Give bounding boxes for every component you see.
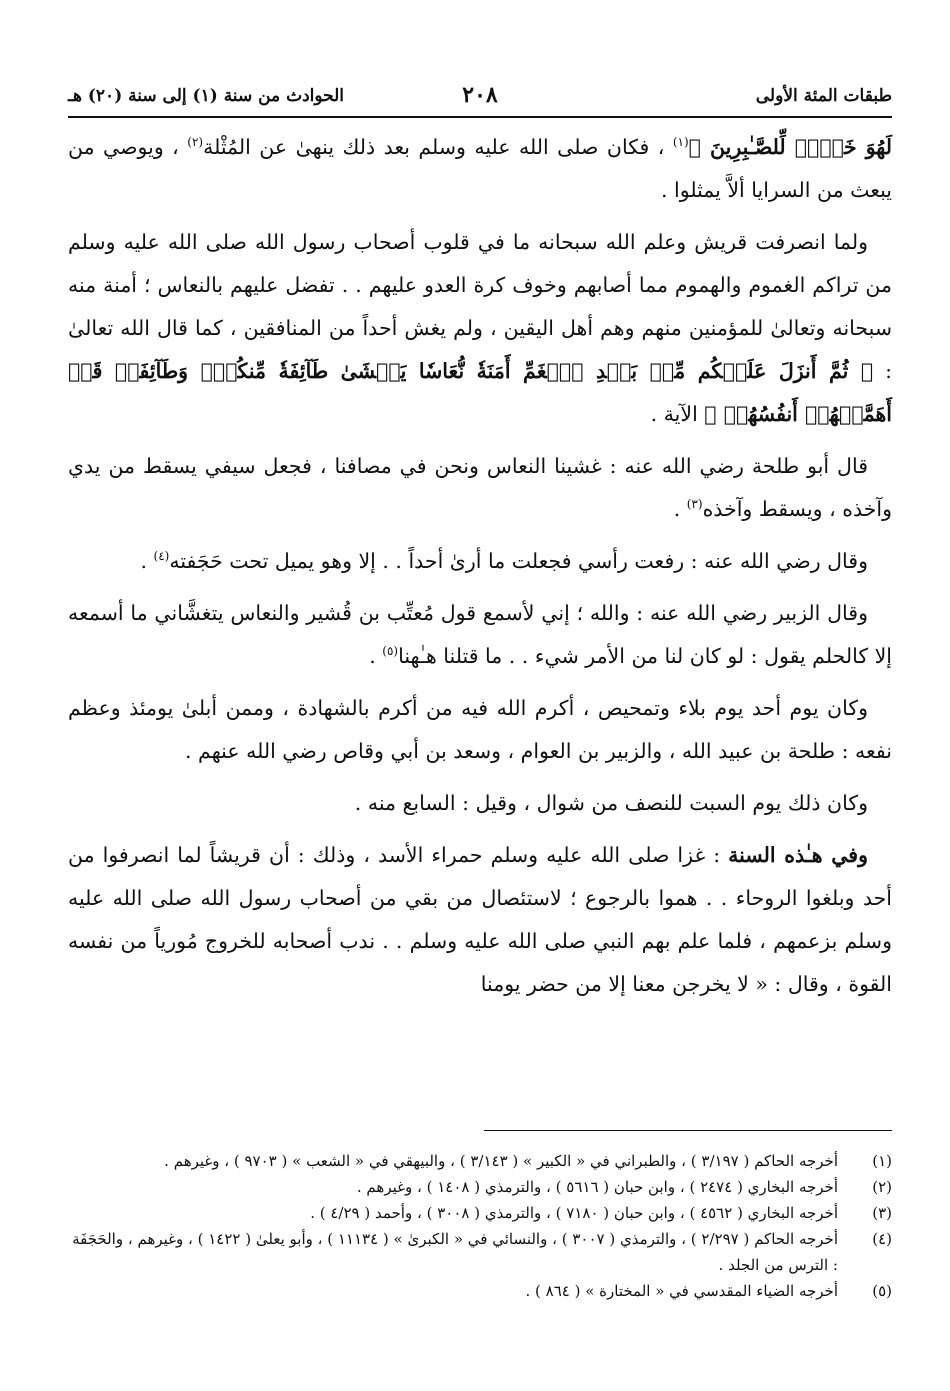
paragraph-1 bbox=[68, 126, 892, 212]
paragraph-7 bbox=[68, 782, 892, 825]
paragraph-text: قال أبو طلحة رضي الله عنه : غشينا النعاس ونحن في مصافنا ، فجعل سيفي يسقط من يدي وآخذه ، ويسقط وآخذه bbox=[68, 454, 892, 521]
paragraph-end: . bbox=[140, 549, 154, 573]
running-head bbox=[68, 84, 892, 114]
quran-verse: ﴿ ثُمَّ أَنزَلَ عَلَيۡكُم مِّنۢ بَعۡدِ ٱلۡغَمِّ أَمَنَةٗ نُّعَاسٗا يَغۡشَىٰ طَآئِفَةٗ مِّنكُمۡۖ وَطَآئِفَةٞ قَدۡ أَهَمَّتۡهُمۡ أَنفُسُهُمۡ ﴾ bbox=[68, 359, 892, 426]
footnote-item bbox=[70, 1278, 892, 1304]
section-title: الحوادث من سنة (١) إلى سنة (٢٠) هـ bbox=[68, 86, 345, 106]
main-text bbox=[68, 126, 892, 1015]
footnote-ref: (٢) bbox=[187, 135, 204, 150]
paragraph-6 bbox=[68, 687, 892, 773]
paragraph-end: . bbox=[673, 497, 687, 521]
page-number: ٢٠٨ bbox=[462, 82, 498, 108]
footnote-number: (٥) bbox=[872, 1282, 892, 1300]
paragraph-5 bbox=[68, 592, 892, 678]
paragraph-text: وكان يوم أحد يوم بلاء وتمحيص ، أكرم الله فيه من أكرم بالشهادة ، وممن أبلىٰ يومئذ وعظم نفعه : طلحة بن عبيد الله ، والزبير بن العوام ، وسعد بن أبي وقاص رضي الله عنهم . bbox=[68, 696, 892, 763]
footnote-text: أخرجه الحاكم ( ٢/٢٩٧ ) ، والترمذي ( ٣٠٠٧ ) ، والنسائي في « الكبرىٰ » ( ١١١٣٤ ) ، وأبو يعلىٰ ( ١٤٢٢ ) ، وغيرهم ، والحَجَفَة : الترس من الجلد . bbox=[72, 1230, 838, 1274]
footnote-text: أخرجه البخاري ( ٢٤٧٤ ) ، وابن حبان ( ٥٦١٦ ) ، والترمذي ( ١٤٠٨ ) ، وغيرهم . bbox=[356, 1178, 838, 1196]
paragraph-text: ، فكان صلى الله عليه وسلم بعد ذلك ينهىٰ عن المُثْلة bbox=[203, 135, 673, 159]
paragraph-8 bbox=[68, 834, 892, 1006]
paragraph-4 bbox=[68, 540, 892, 583]
paragraph-2 bbox=[68, 221, 892, 436]
footnotes bbox=[70, 1148, 892, 1304]
paragraph-text: وكان ذلك يوم السبت للنصف من شوال ، وقيل : السابع منه . bbox=[354, 791, 868, 815]
paragraph-text: : غزا صلى الله عليه وسلم حمراء الأسد ، وذلك : أن قريشاً لما انصرفوا من أحد وبلغوا الروحاء . . هموا بالرجوع ؛ لاستئصال من بقي من أصحاب رسول الله صلى الله عليه وسلم بزعمهم ، فلما علم بهم النبي صلى الله عليه وسلم . . ندب أصحابه للخروج مُورياً من نفسه القوة ، وقال : « لا يخرجن معنا إلا من حضر يومنا bbox=[68, 843, 892, 996]
footnote-divider bbox=[484, 1130, 892, 1131]
footnote-text: أخرجه الضياء المقدسي في « المختارة » ( ٨٦٤ ) . bbox=[525, 1282, 838, 1300]
header-divider bbox=[68, 116, 892, 118]
paragraph-3 bbox=[68, 445, 892, 531]
paragraph-text: الآية . bbox=[650, 402, 705, 426]
book-title: طبقات المئة الأولى bbox=[755, 86, 892, 106]
footnote-item bbox=[70, 1174, 892, 1200]
paragraph-text: ، ويوصي من يبعث من السرايا ألاَّ يمثلوا . bbox=[68, 135, 892, 202]
footnote-number: (٢) bbox=[872, 1178, 892, 1196]
paragraph-end: . bbox=[369, 644, 383, 668]
footnote-ref: (١) bbox=[672, 135, 689, 150]
quran-verse: لَهُوَ خَيۡرٞ لِّلصَّـٰبِرِينَ ﴾ bbox=[688, 135, 892, 159]
paragraph-text: ولما انصرفت قريش وعلم الله سبحانه ما في قلوب أصحاب رسول الله صلى الله عليه وسلم من تراكم الغموم والهموم مما أصابهم وخوف كرة العدو عليهم . . تفضل عليهم بالنعاس ؛ أمنة منه سبحانه وتعالىٰ للمؤمنين منهم وهم أهل اليقين ، ولم يغش أحداً من المنافقين ، كما قال الله تعالىٰ : bbox=[68, 230, 892, 383]
section-lead: وفي هـٰذه السنة bbox=[728, 843, 868, 867]
footnote-number: (٣) bbox=[872, 1204, 892, 1222]
footnote-item bbox=[70, 1200, 892, 1226]
footnote-ref: (٣) bbox=[686, 497, 703, 512]
footnote-ref: (٥) bbox=[382, 644, 399, 659]
footnote-number: (١) bbox=[872, 1152, 892, 1170]
paragraph-text: وقال رضي الله عنه : رفعت رأسي فجعلت ما أرىٰ أحداً . . إلا وهو يميل تحت حَجَفته bbox=[169, 549, 868, 573]
footnote-item bbox=[70, 1148, 892, 1174]
footnote-number: (٤) bbox=[872, 1230, 892, 1248]
footnote-item bbox=[70, 1226, 892, 1278]
paragraph-text: وقال الزبير رضي الله عنه : والله ؛ إني لأسمع قول مُعتِّب بن قُشير والنعاس يتغشَّاني ما أسمعه إلا كالحلم يقول : لو كان لنا من الأمر شيء . . ما قتلنا هـٰهنا bbox=[68, 601, 892, 668]
footnote-ref: (٤) bbox=[153, 549, 170, 564]
footnote-text: أخرجه الحاكم ( ٣/١٩٧ ) ، والطبراني في « الكبير » ( ٣/١٤٣ ) ، والبيهقي في « الشعب » ( ٩٧٠٣ ) ، وغيرهم . bbox=[164, 1152, 838, 1170]
footnote-text: أخرجه البخاري ( ٤٥٦٢ ) ، وابن حبان ( ٧١٨٠ ) ، والترمذي ( ٣٠٠٨ ) ، وأحمد ( ٤/٢٩ ) . bbox=[310, 1204, 838, 1222]
